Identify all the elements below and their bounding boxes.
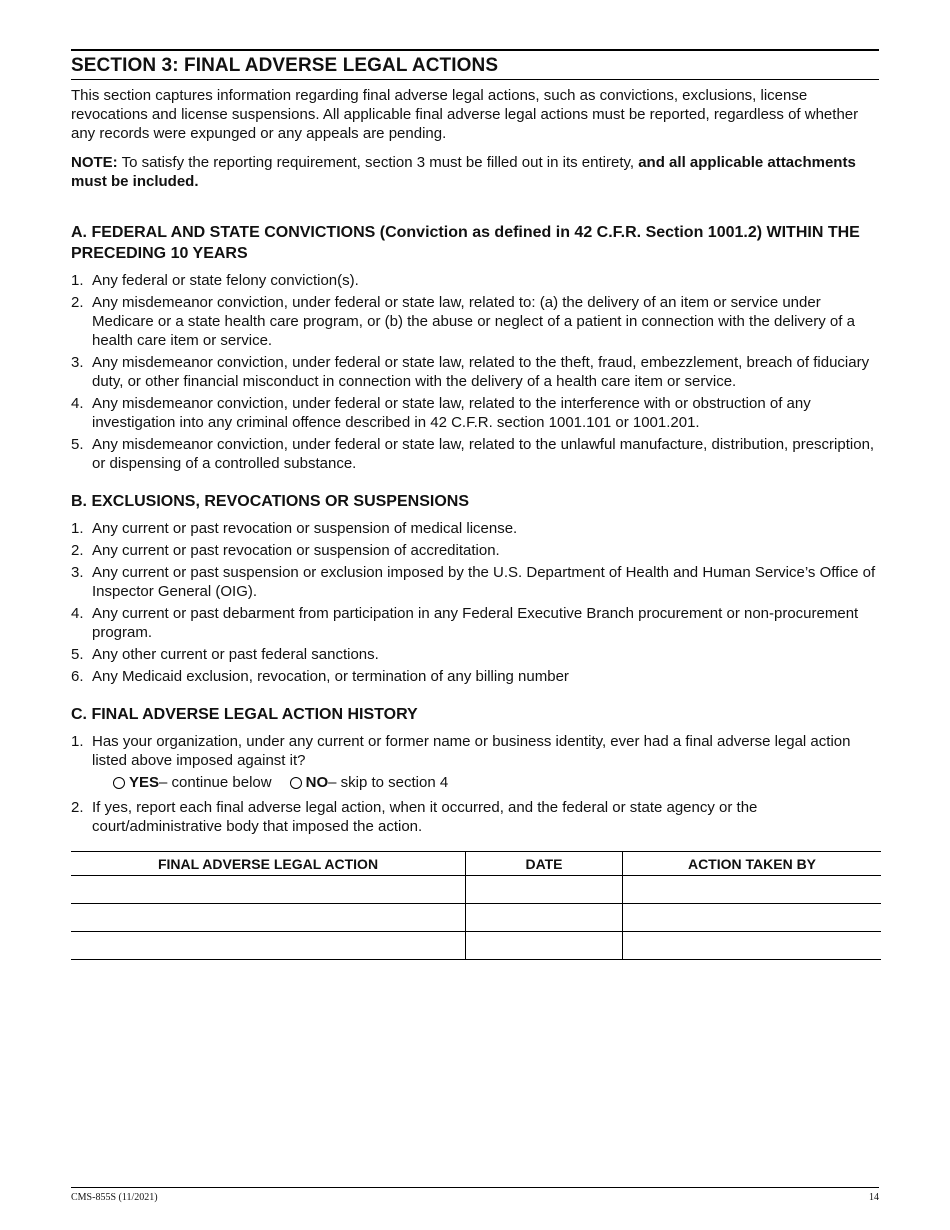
list-item [71,604,879,642]
list-item [71,435,879,473]
item-number: 1. [71,272,84,289]
list-item [71,563,879,601]
column-header-action-taken-by: ACTION TAKEN BY [623,852,882,876]
note-paragraph [71,153,879,191]
adverse-actions-table [71,851,881,960]
item-text: Any misdemeanor conviction, under federal or state law, related to the unlawful manufacture, distribution, prescription, or dispensing of a controlled substance. [92,436,875,472]
column-header-action: FINAL ADVERSE LEGAL ACTION [71,852,466,876]
list-item [71,541,879,560]
item-number: 3. [71,564,84,581]
yes-instruction: – continue below [159,774,272,791]
list-item [71,353,879,391]
item-text: Any current or past revocation or suspension of medical license. [92,520,518,537]
column-header-date: DATE [466,852,623,876]
item-text: Any current or past suspension or exclusion imposed by the U.S. Department of Health and Human Service’s Office of Inspector General (OIG). [92,564,876,600]
yes-label: YES [129,774,160,791]
history-question: Has your organization, under any current or former name or business identity, ever had a final adverse legal action listed above imposed against it? [92,733,851,769]
part-b-list [71,519,879,686]
item-text: Any current or past debarment from participation in any Federal Executive Branch procurement or non-procurement program. [92,605,859,641]
list-item [71,293,879,350]
no-radio-option[interactable] [290,773,449,792]
item-text: Any Medicaid exclusion, revocation, or termination of any billing number [92,668,569,685]
item-number: 4. [71,605,84,622]
no-radio-button[interactable] [290,777,302,789]
list-item [71,667,879,686]
item-number: 5. [71,436,84,453]
page-number: 14 [869,1192,879,1203]
table-row [71,904,881,932]
action-taken-by-cell[interactable] [623,932,882,960]
action-taken-by-cell[interactable] [623,904,882,932]
item-number: 6. [71,668,84,685]
list-item [71,394,879,432]
item-number: 1. [71,520,84,537]
part-b-heading: B. EXCLUSIONS, REVOCATIONS OR SUSPENSIONS [71,493,469,510]
note-label: NOTE: [71,154,118,171]
item-number: 1. [71,733,84,750]
yes-no-radio-group [71,773,879,792]
list-item [71,645,879,664]
form-id: CMS-855S (11/2021) [71,1192,158,1203]
part-c-list [71,732,879,770]
action-cell[interactable] [71,876,466,904]
date-cell[interactable] [466,904,623,932]
item-number: 5. [71,646,84,663]
note-text: To satisfy the reporting requirement, section 3 must be filled out in its entirety, [117,154,639,171]
list-item [71,732,879,770]
no-label: NO [305,774,329,791]
form-page [71,49,879,839]
list-item [71,798,879,836]
item-text: Any misdemeanor conviction, under federal or state law, related to the theft, fraud, embezzlement, breach of fiduciary duty, or other financial misconduct in connection with the delivery of a health care item or service. [92,354,870,390]
item-number: 2. [71,542,84,559]
report-instruction: If yes, report each final adverse legal action, when it occurred, and the federal or state agency or the court/administrative body that imposed the action. [92,799,758,835]
list-item [71,271,879,290]
section-title: SECTION 3: FINAL ADVERSE LEGAL ACTIONS [71,49,879,80]
part-c-heading: C. FINAL ADVERSE LEGAL ACTION HISTORY [71,706,418,723]
action-cell[interactable] [71,932,466,960]
table-row [71,932,881,960]
table-header-row [71,852,881,876]
page-footer [71,1187,879,1203]
item-number: 4. [71,395,84,412]
yes-radio-button[interactable] [113,777,125,789]
part-a-heading: A. FEDERAL AND STATE CONVICTIONS (Conviction as defined in 42 C.F.R. Section 1001.2) WITHIN THE PRECEDING 10 YEARS [71,224,860,262]
item-number: 3. [71,354,84,371]
item-number: 2. [71,799,84,816]
list-item [71,519,879,538]
item-text: Any misdemeanor conviction, under federal or state law, related to the interference with or obstruction of any investigation into any criminal offence described in 42 C.F.R. section 1001.101 or 1001.201. [92,395,811,431]
item-text: Any other current or past federal sanctions. [92,646,379,663]
date-cell[interactable] [466,876,623,904]
item-text: Any misdemeanor conviction, under federal or state law, related to: (a) the delivery of an item or service under Medicare or a state health care program, or (b) the abuse or neglect of a patient in connection with the delivery of a health care item or service. [92,294,855,349]
table-row [71,876,881,904]
item-text: Any federal or state felony conviction(s). [92,272,359,289]
no-instruction: – skip to section 4 [328,774,449,791]
part-c-list-continued [71,798,879,836]
intro-paragraph: This section captures information regarding final adverse legal actions, such as convictions, exclusions, license revocations and license suspensions. All applicable final adverse legal actions must be reported, regardless of whether any records were expunged or any appeals are pending. [71,87,859,142]
yes-radio-option[interactable] [113,773,272,792]
part-a-list [71,271,879,473]
note-bold-tail: and all applicable attachments must be included. [71,154,856,190]
date-cell[interactable] [466,932,623,960]
item-number: 2. [71,294,84,311]
item-text: Any current or past revocation or suspension of accreditation. [92,542,500,559]
action-taken-by-cell[interactable] [623,876,882,904]
action-cell[interactable] [71,904,466,932]
